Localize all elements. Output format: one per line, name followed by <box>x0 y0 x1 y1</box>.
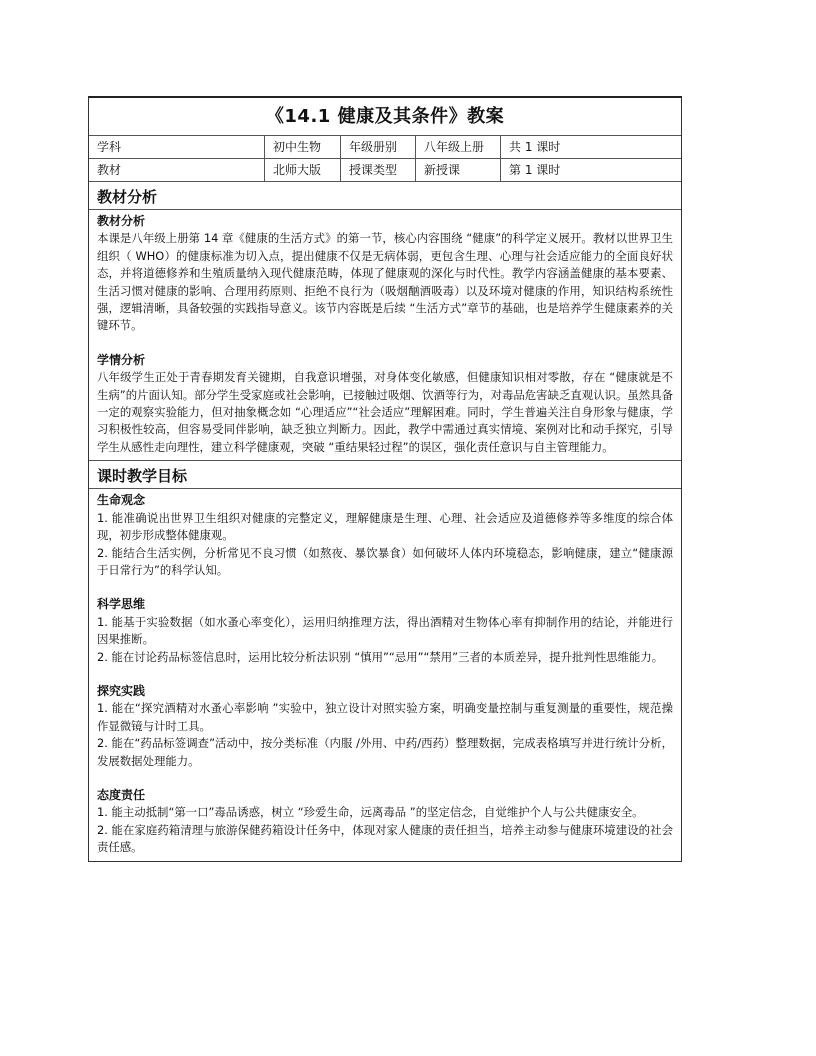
document-title: 《14.1 健康及其条件》教案 <box>89 98 681 136</box>
objective-item: 2. 能在家庭药箱清理与旅游保健药箱设计任务中，体现对家人健康的责任担当，培养主动参与健康环境建设的社会责任感。 <box>97 822 673 855</box>
objective-item: 2. 能在讨论药品标签信息时，运用比较分析法识别 “慎用”“忌用”“禁用”三者的本质差异，提升批判性思维能力。 <box>97 649 664 664</box>
lesson-plan-table <box>88 96 682 862</box>
objective-item: 1. 能在“探究酒精对水蚤心率影响 ”实验中，独立设计对照实验方案，明确变量控制与重复测量的重要性，规范操作显微镜与计时工具。 <box>97 701 673 733</box>
subheading: 教材分析 <box>97 214 146 228</box>
info-value-2: 八年级上册 <box>416 136 501 158</box>
info-value: 初中生物 <box>265 136 341 158</box>
section-heading-objectives: 课时教学目标 <box>89 461 681 489</box>
section-heading-analysis: 教材分析 <box>89 182 681 210</box>
subheading: 态度责任 <box>97 787 146 802</box>
info-label: 教材 <box>89 159 265 181</box>
paragraph: 本课是八年级上册第 14 章《健康的生活方式》的第一节，核心内容围绕 “健康”的科学定义展开。教材以世界卫生组织（ WHO）的健康标准为切入点，提出健康不仅是无病体弱，更包含生理、心理与社会适应能力的全面良好状态，并将道德修养和生殖质量纳入现代健康范畴，体现了健康观的深化与时代性。教学内容涵盖健康的基本要素、生活习惯对健康的影响、合理用药原则、拒绝不良行为（吸烟酗酒吸毒）以及环境对健康的作用，知识结构系统性强，逻辑清晰，具备较强的实践指导意义。该节内容既是后续 “生活方式”章节的基础，也是培养学生健康素养的关键环节。 <box>97 231 673 333</box>
subheading: 学情分析 <box>97 352 146 367</box>
objective-item: 2. 能结合生活实例，分析常见不良习惯（如熬夜、暴饮暴食）如何破坏人体内环境稳态，影响健康，建立“健康源于日常行为”的科学认知。 <box>97 545 673 577</box>
subheading: 探究实践 <box>97 683 146 698</box>
section-body-analysis <box>89 210 681 461</box>
info-row-textbook <box>89 159 681 182</box>
info-extra: 共 1 课时 <box>509 140 561 154</box>
info-label-2: 授课类型 <box>341 159 416 181</box>
info-value-2: 新授课 <box>416 159 501 181</box>
info-row-subject <box>89 136 681 159</box>
info-value: 北师大版 <box>265 159 341 181</box>
info-label: 学科 <box>89 136 265 158</box>
section-body-objectives <box>89 489 681 860</box>
objective-item: 1. 能基于实验数据（如水蚤心率变化），运用归纳推理方法，得出酒精对生物体心率有抑制作用的结论，并能进行因果推断。 <box>97 614 673 647</box>
info-label-2: 年级册别 <box>341 136 416 158</box>
paragraph: 八年级学生正处于青春期发育关键期，自我意识增强，对身体变化敏感，但健康知识相对零散，存在 “健康就是不生病”的片面认知。部分学生受家庭或社会影响，已接触过吸烟、饮酒等行为，对毒品危害缺乏直观认识。虽然具备一定的观察实验能力，但对抽象概念如 “心理适应”“社会适应”理解困难。同时，学生普遍关注自身形象与健康，学习积极性较高，但容易受同伴影响，缺乏独立判断力。因此，教学中需通过真实情境、案例对比和动手探究，引导学生从感性走向理性，建立科学健康观，突破 “重结果轻过程”的误区，强化责任意识与自主管理能力。 <box>97 370 673 454</box>
objective-item: 2. 能在“药品标签调查”活动中，按分类标准（内服 /外用、中药/西药）整理数据，完成表格填写并进行统计分析，发展数据处理能力。 <box>97 736 673 768</box>
subheading: 科学思维 <box>97 597 146 612</box>
objective-item: 1. 能主动抵制“第一口”毒品诱惑，树立 “珍爱生命，远离毒品 ”的坚定信念，自觉维护个人与公共健康安全。 <box>97 805 644 820</box>
objective-item: 1. 能准确说出世界卫生组织对健康的完整定义，理解健康是生理、心理、社会适应及道德修养等多维度的综合体现，初步形成整体健康观。 <box>97 510 673 543</box>
subheading: 生命观念 <box>97 493 146 508</box>
info-extra: 第 1 课时 <box>509 163 561 177</box>
